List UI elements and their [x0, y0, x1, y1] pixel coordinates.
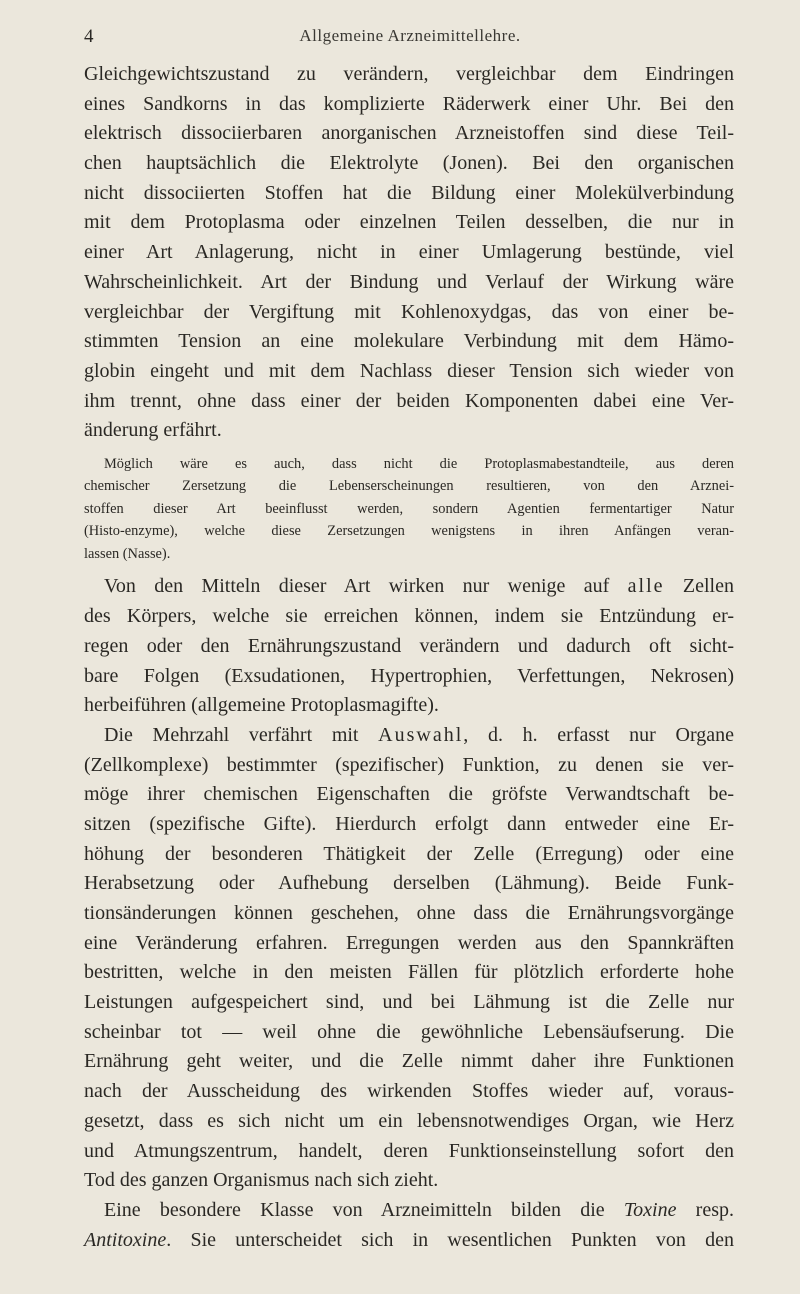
text-line: einer Art Anlagerung, nicht in einer Umlagerung bestünde, viel — [84, 241, 734, 264]
text-span: Die Mehrzahl verfährt mit — [104, 723, 379, 746]
emphasis-spaced: alle — [627, 575, 665, 598]
text-line — [84, 1226, 734, 1256]
paragraph-4 — [84, 1196, 734, 1255]
text-line: sitzen (spezifische Gifte). Hierdurch erfolgt dann entweder eine Er- — [84, 812, 734, 835]
note-line: stoffen dieser Art beeinflusst werden, sondern Agentien fermentartiger Natur — [84, 500, 734, 517]
page-body — [84, 60, 734, 1255]
text-line: globin eingeht und mit dem Nachlass dieser Tension sich wieder von — [84, 359, 734, 382]
page-number: 4 — [84, 26, 94, 47]
text-span: resp. — [676, 1198, 734, 1221]
text-line: ihm trennt, ohne dass einer der beiden Komponenten dabei eine Ver- — [84, 389, 734, 412]
text-line: Wahrscheinlichkeit. Art der Bindung und Verlauf der Wirkung wäre — [84, 270, 734, 293]
text-line: tionsänderungen können geschehen, ohne dass die Ernährungsvorgänge — [84, 902, 734, 924]
text-line: und Atmungszentrum, handelt, deren Funktionseinstellung sofort den — [84, 1139, 734, 1162]
small-print-note — [84, 453, 734, 566]
text-span: Zellen — [664, 575, 734, 598]
text-span: , d. h. erfasst nur Organe — [463, 723, 735, 746]
emphasis-italic: Toxine — [623, 1198, 677, 1221]
page-header — [84, 26, 736, 50]
text-line: des Körpers, welche sie erreichen können, indem sie Entzündung er- — [84, 605, 734, 628]
text-line: bare Folgen (Exsudationen, Hypertrophien, Verfettungen, Nekrosen) — [84, 664, 734, 687]
text-line: elektrisch dissociierbaren anorganischen Arzneistoffen sind diese Teil- — [84, 122, 734, 145]
text-line: Ernährung geht weiter, und die Zelle nimmt daher ihre Funktionen — [84, 1050, 734, 1073]
text-line — [84, 572, 734, 602]
text-line: nach der Ausscheidung des wirkenden Stoffes wieder auf, voraus- — [84, 1080, 734, 1103]
text-line: scheinbar tot — weil ohne die gewöhnliche Lebensäufserung. Die — [84, 1020, 734, 1043]
note-line: Möglich wäre es auch, dass nicht die Protoplasmabestandteile, aus deren — [104, 455, 734, 472]
text-line — [84, 721, 734, 751]
running-head: Allgemeine Arzneimittellehre. — [299, 26, 521, 45]
text-line: bestritten, welche in den meisten Fällen für plötzlich erforderte hohe — [84, 961, 734, 984]
paragraph-3 — [84, 721, 734, 1196]
text-line: chen hauptsächlich die Elektrolyte (Jonen). Bei den organischen — [84, 152, 734, 175]
text-line: stimmten Tension an eine molekulare Verbindung mit dem Hämo- — [84, 330, 734, 353]
text-span: Von den Mitteln dieser Art wirken nur wenige auf — [104, 575, 628, 598]
text-line: möge ihrer chemischen Eigenschaften die gröfste Verwandtschaft be- — [84, 783, 734, 806]
paragraph-2 — [84, 572, 734, 720]
text-line: Gleichgewichtszustand zu verändern, vergleichbar dem Eindringen — [84, 63, 734, 85]
text-line: herbeiführen (allgemeine Protoplasmagifte). — [84, 694, 439, 717]
note-line: lassen (Nasse). — [84, 545, 171, 562]
text-line: gesetzt, dass es sich nicht um ein lebensnotwendiges Organ, wie Herz — [84, 1109, 734, 1132]
note-line: (Histo-enzyme), welche diese Zersetzungen wenigstens in ihren Anfängen veran- — [84, 523, 734, 540]
emphasis-italic: Antitoxine — [84, 1228, 167, 1251]
text-span: Eine besondere Klasse von Arzneimitteln bilden die — [104, 1198, 624, 1221]
text-line: mit dem Protoplasma oder einzelnen Teilen desselben, die nur in — [84, 211, 734, 234]
note-line: chemischer Zersetzung die Lebenserscheinungen resultieren, von den Arznei- — [84, 478, 734, 495]
emphasis-spaced: Auswahl — [378, 723, 464, 746]
text-line: nicht dissociierten Stoffen hat die Bildung einer Molekülverbindung — [84, 181, 734, 204]
text-line: Herabsetzung oder Aufhebung derselben (Lähmung). Beide Funk- — [84, 872, 734, 895]
text-line: regen oder den Ernährungszustand verändern und dadurch oft sicht- — [84, 634, 734, 657]
text-line: (Zellkomplexe) bestimmter (spezifischer) Funktion, zu denen sie ver- — [84, 753, 734, 776]
paragraph-1 — [84, 60, 734, 446]
text-line: Tod des ganzen Organismus nach sich zieht. — [84, 1169, 439, 1192]
text-line: änderung erfährt. — [84, 419, 222, 442]
text-line: eine Veränderung erfahren. Erregungen werden aus den Spannkräften — [84, 931, 734, 954]
text-line: Leistungen aufgespeichert sind, und bei Lähmung ist die Zelle nur — [84, 991, 734, 1014]
text-line — [84, 1196, 734, 1226]
text-line: vergleichbar der Vergiftung mit Kohlenoxydgas, das von einer be- — [84, 300, 734, 323]
text-line: höhung der besonderen Thätigkeit der Zelle (Erregung) oder eine — [84, 842, 734, 865]
text-line: eines Sandkorns in das komplizierte Räderwerk einer Uhr. Bei den — [84, 92, 734, 115]
text-span: . Sie unterscheidet sich in wesentlichen Punkten von den — [166, 1228, 734, 1251]
